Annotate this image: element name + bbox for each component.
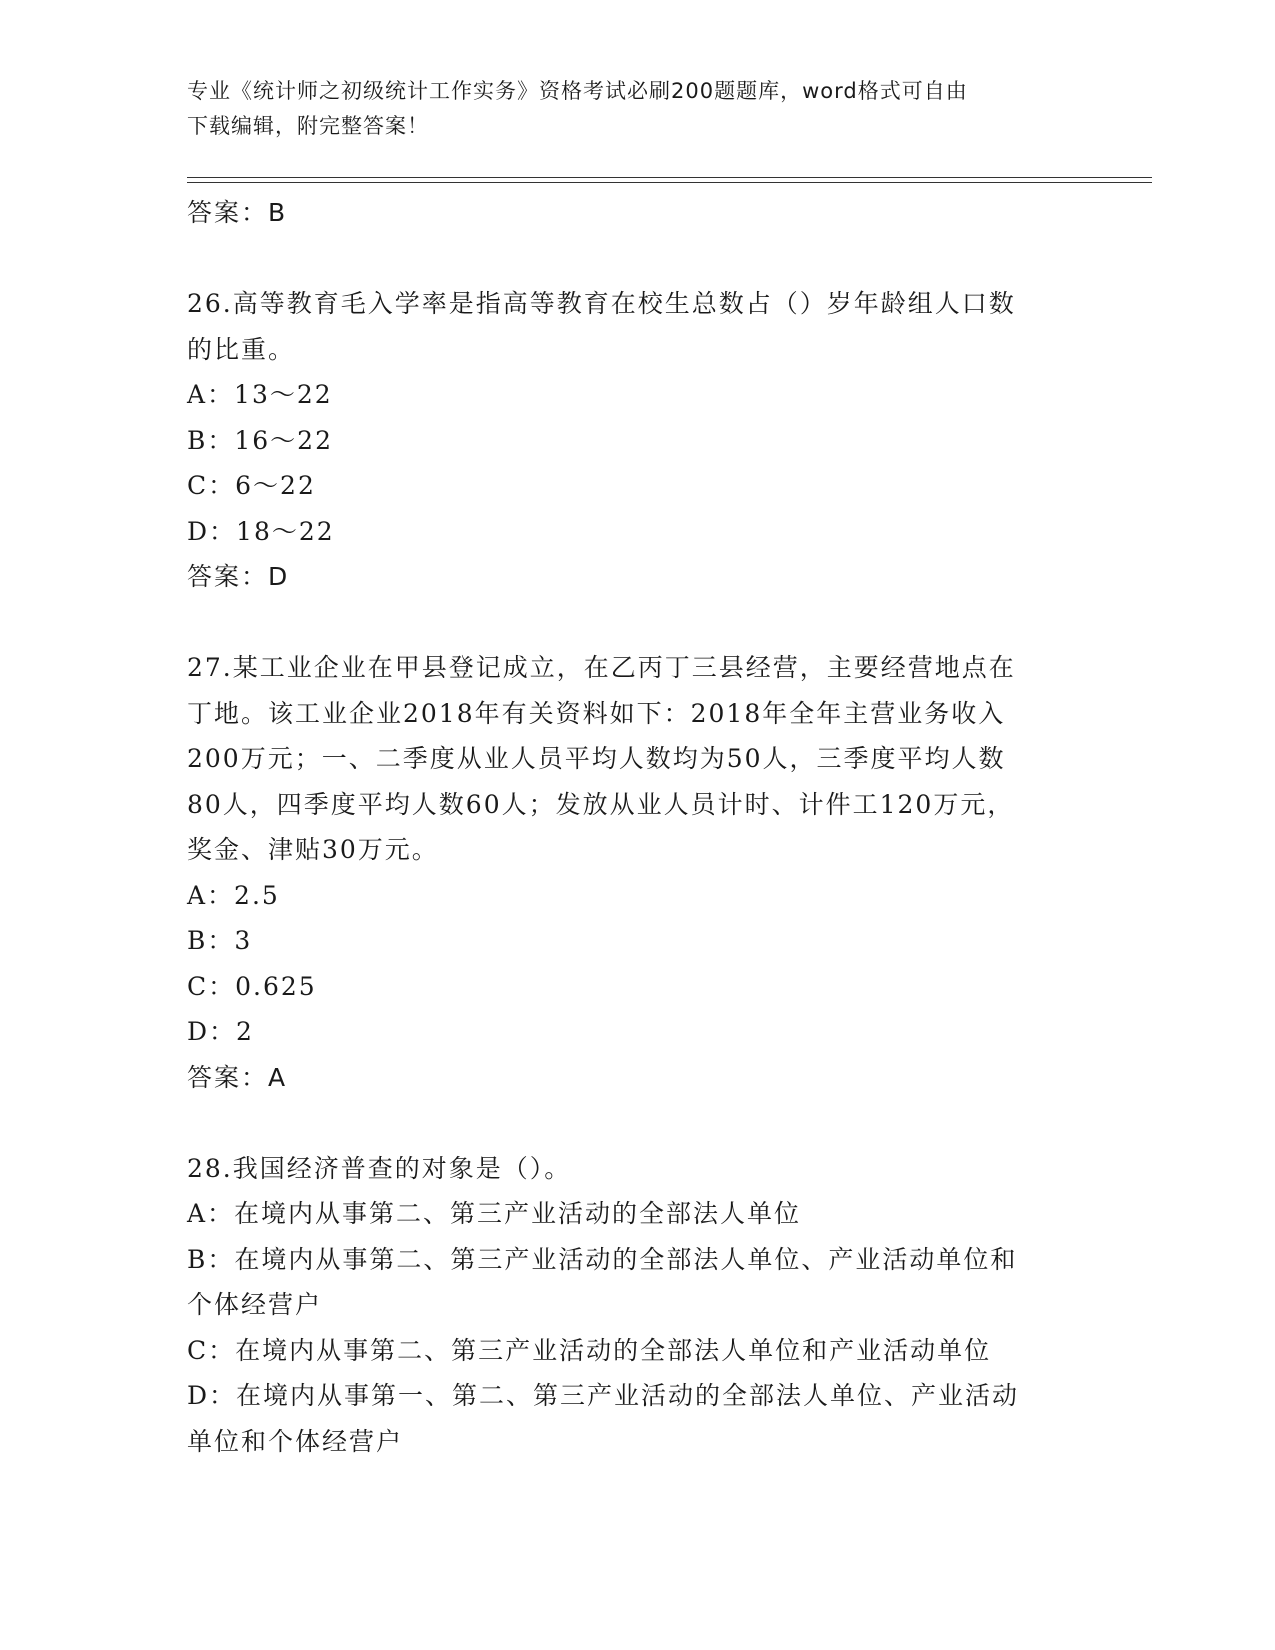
question-27 xyxy=(187,645,1087,1100)
question-text: 丁地。该工业企业2018年有关资料如下：2018年全年主营业务收入 xyxy=(187,698,1006,728)
option-d: D：18～22 xyxy=(187,516,335,546)
question-text: 26.高等教育毛入学率是指高等教育在校生总数占（）岁年龄组人口数 xyxy=(187,289,1016,318)
option-b: B：在境内从事第二、第三产业活动的全部法人单位、产业活动单位和 xyxy=(187,1244,1018,1274)
option-a: A：2.5 xyxy=(187,880,280,910)
header-divider xyxy=(187,182,1152,183)
answer-line: 答案：A xyxy=(187,1062,288,1092)
question-28 xyxy=(187,1146,1087,1465)
option-b: B：3 xyxy=(187,926,253,955)
question-text: 奖金、津贴30万元。 xyxy=(187,835,439,864)
question-content xyxy=(187,190,1087,1464)
question-text: 的比重。 xyxy=(187,334,296,364)
question-text: 200万元；一、二季度从业人员平均人数均为50人，三季度平均人数 xyxy=(187,744,1006,773)
question-text: 80人，四季度平均人数60人；发放从业人员计时、计件工120万元， xyxy=(187,789,1015,819)
question-text: 27.某工业企业在甲县登记成立，在乙丙丁三县经营，主要经营地点在 xyxy=(187,653,1016,682)
question-26 xyxy=(187,281,1087,600)
header-line: 下载编辑，附完整答案！ xyxy=(187,114,429,138)
option-d-continued: 单位和个体经营户 xyxy=(187,1426,404,1456)
option-a: A：13～22 xyxy=(187,380,333,409)
page-header xyxy=(187,74,1087,144)
answer-line: 答案：D xyxy=(187,562,290,591)
question-text: 28.我国经济普查的对象是（）。 xyxy=(187,1153,572,1183)
document-page xyxy=(187,0,1152,1650)
header-divider xyxy=(187,177,1152,178)
option-c: C：在境内从事第二、第三产业活动的全部法人单位和产业活动单位 xyxy=(187,1335,992,1365)
option-b: B：16～22 xyxy=(187,425,333,455)
spacer xyxy=(187,1100,1087,1146)
option-c: C：0.625 xyxy=(187,971,317,1001)
spacer xyxy=(187,236,1087,282)
option-a: A：在境内从事第二、第三产业活动的全部法人单位 xyxy=(187,1199,802,1228)
answer-line: 答案：B xyxy=(187,198,288,227)
header-line: 专业《统计师之初级统计工作实务》资格考试必刷200题题库，word格式可自由 xyxy=(187,79,968,103)
option-b-continued: 个体经营户 xyxy=(187,1290,323,1319)
option-c: C：6～22 xyxy=(187,471,316,500)
option-d: D：在境内从事第一、第二、第三产业活动的全部法人单位、产业活动 xyxy=(187,1381,1020,1410)
spacer xyxy=(187,600,1087,646)
option-d: D：2 xyxy=(187,1017,254,1046)
